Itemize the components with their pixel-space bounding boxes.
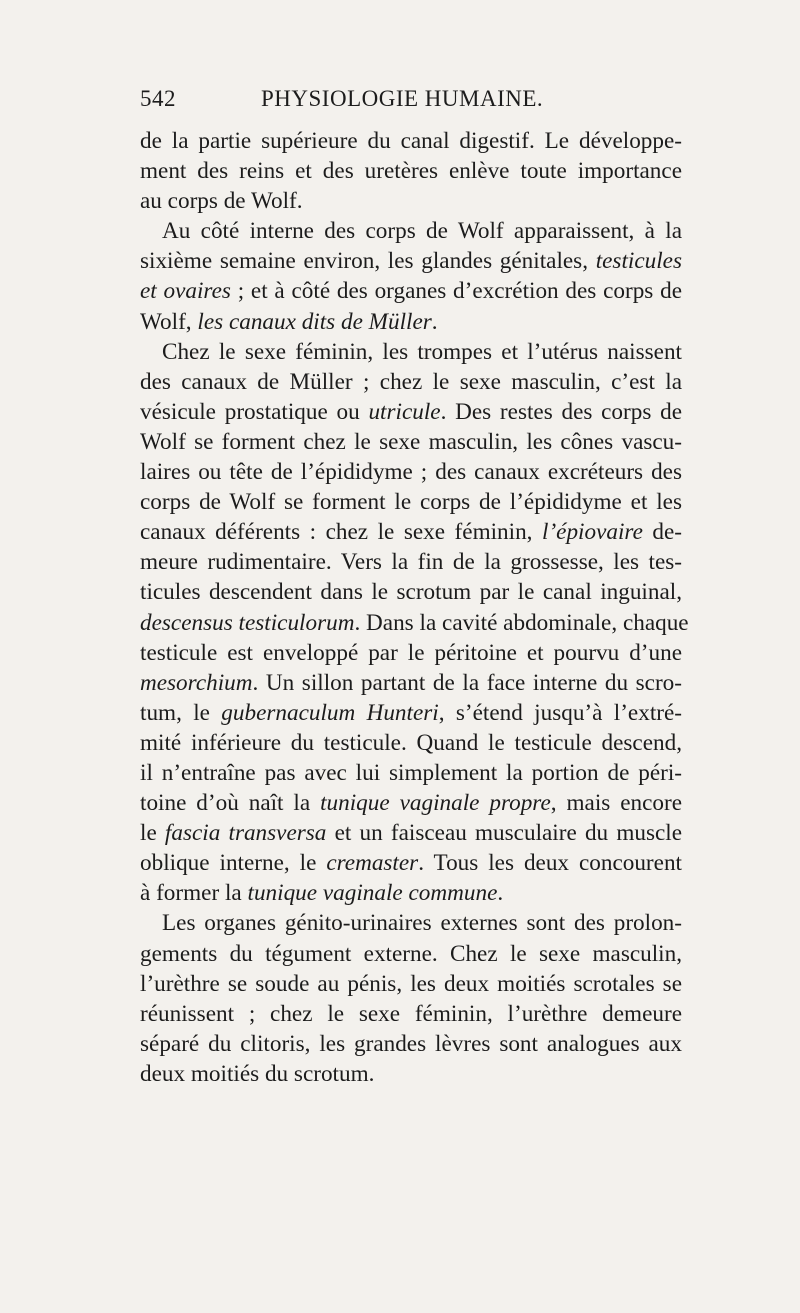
italic-term: testicules (595, 248, 682, 275)
text-line (140, 397, 682, 427)
text-line (140, 1059, 682, 1089)
italic-term: mesorchium (140, 669, 253, 696)
text-run: Au côté interne des corps de Wolf apparaissent, à la (162, 218, 682, 245)
text-line (140, 156, 682, 186)
text-line (140, 427, 682, 457)
text-run: laires ou tête de l’épididyme ; des canaux excréteurs des (140, 459, 682, 486)
text-run: Les organes génito-urinaires externes sont des prolon- (162, 910, 682, 937)
text-run: des canaux de Müller ; chez le sexe masculin, c’est la (140, 368, 682, 395)
text-run: ticules descendent dans le scrotum par le canal inguinal, (140, 579, 682, 606)
text-run: . (497, 880, 504, 907)
text-line (140, 818, 682, 848)
text-line (140, 848, 682, 878)
italic-term: les canaux dits de Müller (197, 308, 432, 335)
text-line (140, 1029, 682, 1059)
text-run: ; et à côté des organes d’excrétion des corps de (230, 278, 682, 305)
text-run: . Dans la cavité abdominale, chaque (354, 609, 689, 636)
text-line (140, 307, 682, 337)
page-header (140, 86, 680, 116)
text-run: , mais encore (550, 790, 683, 817)
text-run: ment des reins et des uretères enlève toute importance (140, 158, 682, 185)
text-line (140, 487, 682, 517)
text-run: toine d’où naît la (140, 790, 321, 817)
text-run: canaux déférents : chez le sexe féminin, (140, 519, 542, 546)
text-line (140, 367, 682, 397)
page-number: 542 (140, 86, 176, 111)
text-run: , s’étend jusqu’à l’extré- (438, 699, 683, 726)
text-run: à former la (140, 880, 248, 907)
text-line (140, 878, 682, 908)
text-line (140, 758, 682, 788)
text-run: réunissent ; chez le sexe féminin, l’urèthre demeure (140, 1000, 682, 1027)
text-run: Wolf se forment chez le sexe masculin, les cônes vascu- (140, 428, 682, 455)
text-run: meure rudimentaire. Vers la fin de la grossesse, les tes- (140, 549, 682, 576)
text-line (140, 457, 682, 487)
text-line (140, 547, 682, 577)
text-run: . Tous les deux concourent (418, 850, 682, 877)
text-line (140, 276, 682, 306)
italic-term: fascia transversa (164, 820, 327, 847)
text-line (140, 788, 682, 818)
text-line (140, 186, 682, 216)
running-title: PHYSIOLOGIE HUMAINE. (261, 86, 544, 111)
text-line (140, 908, 682, 938)
text-line (140, 577, 682, 607)
italic-term: et ovaires (140, 278, 231, 305)
text-run: . Un sillon partant de la face interne du scro- (252, 669, 682, 696)
text-run: deux moitiés du scrotum. (140, 1060, 375, 1087)
text-run: testicule est enveloppé par le péritoine et pourvu d’une (140, 639, 682, 666)
text-line (140, 638, 682, 668)
text-line (140, 517, 682, 547)
text-run: Wolf, (140, 308, 198, 335)
text-line (140, 728, 682, 758)
text-line (140, 608, 689, 638)
text-run: tum, le (140, 699, 222, 726)
italic-term: tunique vaginale propre (320, 790, 551, 817)
text-run: de la partie supérieure du canal digestif. Le développe- (140, 128, 682, 154)
italic-term: cremaster (326, 850, 419, 877)
text-run: vésicule prostatique ou (140, 398, 369, 425)
text-run: l’urèthre se soude au pénis, les deux moitiés scrotales se (140, 970, 682, 997)
text-run: et un faisceau musculaire du muscle (326, 820, 682, 847)
italic-term: tunique vaginale commune (247, 880, 498, 907)
text-run: séparé du clitoris, les grandes lèvres sont analogues aux (140, 1030, 682, 1057)
text-line (140, 698, 682, 728)
text-line (140, 999, 682, 1029)
text-run: il n’entraîne pas avec lui simplement la portion de péri- (140, 759, 682, 786)
text-run: . Des restes des corps de (440, 398, 682, 425)
text-run: gements du tégument externe. Chez le sexe masculin, (140, 940, 682, 967)
text-line (140, 668, 682, 698)
text-line (140, 939, 682, 969)
body-text (140, 126, 689, 1089)
text-run: le (140, 820, 165, 847)
italic-term: utricule (368, 398, 441, 425)
italic-term: gubernaculum Hunteri (221, 699, 439, 726)
italic-term: descensus testiculorum (140, 609, 355, 636)
text-run: sixième semaine environ, les glandes génitales, (140, 248, 596, 275)
text-run: au corps de Wolf. (140, 188, 303, 215)
text-run: oblique interne, le (140, 850, 327, 877)
text-line (140, 969, 682, 999)
text-run: . (431, 308, 438, 335)
text-run: Chez le sexe féminin, les trompes et l’utérus naissent (162, 338, 682, 365)
text-run: mité inférieure du testicule. Quand le testicule descend, (140, 729, 682, 756)
text-line (140, 126, 682, 156)
text-run: de- (642, 519, 682, 546)
text-line (140, 246, 682, 276)
text-line (140, 337, 682, 367)
italic-term: l’épiovaire (542, 519, 643, 546)
text-run: corps de Wolf se forment le corps de l’épididyme et les (140, 489, 682, 516)
text-line (140, 216, 682, 246)
